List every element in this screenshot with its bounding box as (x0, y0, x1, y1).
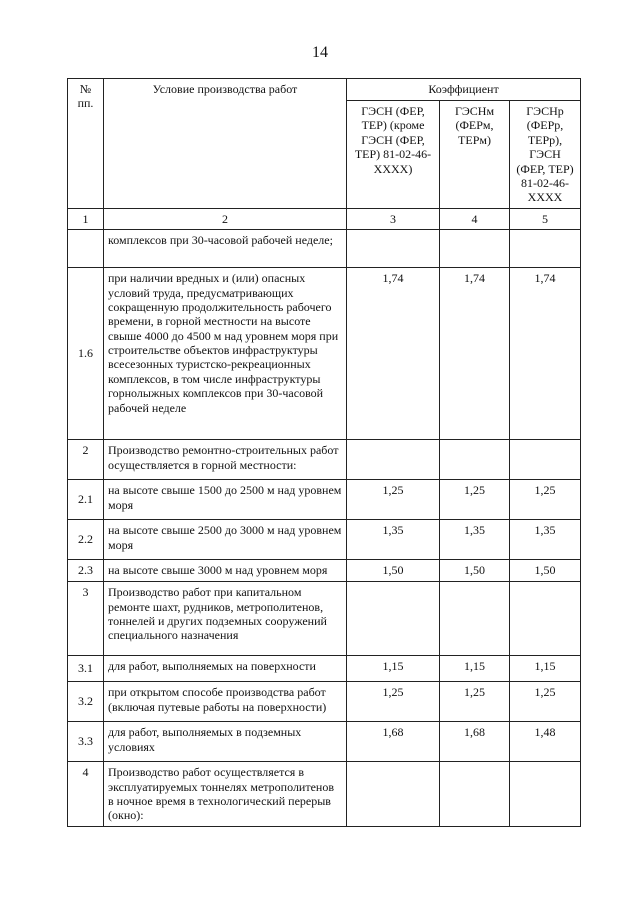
table-row (68, 230, 581, 268)
row-coef-col3: 1,15 (347, 656, 440, 682)
column-number: 2 (104, 208, 347, 229)
row-coef-col4: 1,25 (440, 480, 510, 520)
row-coef-col3 (347, 230, 440, 268)
row-condition: Производство ремонтно-строительных работ осуществляется в горной местности: (104, 440, 347, 480)
row-condition: для работ, выполняемых в подземных условиях (104, 722, 347, 762)
header-coefficient: Коэффициент (347, 79, 581, 101)
row-coef-col5: 1,25 (510, 480, 581, 520)
row-condition: для работ, выполняемых на поверхности (104, 656, 347, 682)
header-condition: Условие производства работ (104, 79, 347, 209)
row-coef-col4 (440, 440, 510, 480)
table-row (68, 520, 581, 560)
row-coef-col5: 1,50 (510, 560, 581, 582)
row-condition: на высоте свыше 2500 до 3000 м над уровнем моря (104, 520, 347, 560)
table-row (68, 722, 581, 762)
row-coef-col5: 1,35 (510, 520, 581, 560)
row-number (68, 230, 104, 268)
table-header-row (68, 79, 581, 101)
table-row (68, 560, 581, 582)
row-condition: Производство работ осуществляется в эксплуатируемых тоннелях метрополитенов в ночное время в технологический перерыв (окно): (104, 762, 347, 827)
row-condition: при открытом способе производства работ (включая путевые работы на поверхности) (104, 682, 347, 722)
table-row (68, 268, 581, 440)
row-coef-col3: 1,74 (347, 268, 440, 440)
row-coef-col5 (510, 762, 581, 827)
row-number: 2.2 (68, 520, 104, 560)
row-coef-col3: 1,68 (347, 722, 440, 762)
row-number: 2 (68, 440, 104, 480)
header-col3: ГЭСН (ФЕР, ТЕР) (кроме ГЭСН (ФЕР, ТЕР) 81-02-46-XXXX) (347, 101, 440, 209)
header-num: № пп. (68, 79, 104, 209)
row-condition: комплексов при 30-часовой рабочей неделе; (104, 230, 347, 268)
column-numbers-row (68, 208, 581, 229)
row-number: 3 (68, 582, 104, 656)
row-coef-col4: 1,68 (440, 722, 510, 762)
column-number: 1 (68, 208, 104, 229)
row-number: 4 (68, 762, 104, 827)
row-coef-col3 (347, 440, 440, 480)
row-coef-col5: 1,25 (510, 682, 581, 722)
row-coef-col4 (440, 230, 510, 268)
row-coef-col4: 1,25 (440, 682, 510, 722)
row-condition: на высоте свыше 1500 до 2500 м над уровнем моря (104, 480, 347, 520)
row-coef-col4: 1,15 (440, 656, 510, 682)
row-condition: на высоте свыше 3000 м над уровнем моря (104, 560, 347, 582)
row-coef-col5: 1,48 (510, 722, 581, 762)
table-row (68, 582, 581, 656)
header-col5: ГЭСНр (ФЕРр, ТЕРр), ГЭСН (ФЕР, ТЕР) 81-02-46-XXXX (510, 101, 581, 209)
coefficient-table (67, 78, 581, 827)
row-coef-col3 (347, 582, 440, 656)
row-coef-col4 (440, 762, 510, 827)
row-number: 3.2 (68, 682, 104, 722)
row-number: 2.3 (68, 560, 104, 582)
row-number: 2.1 (68, 480, 104, 520)
table-row (68, 480, 581, 520)
column-number: 4 (440, 208, 510, 229)
column-number: 3 (347, 208, 440, 229)
row-coef-col3: 1,25 (347, 480, 440, 520)
table-row (68, 762, 581, 827)
row-number: 3.1 (68, 656, 104, 682)
row-coef-col5 (510, 230, 581, 268)
row-coef-col5 (510, 582, 581, 656)
row-coef-col5 (510, 440, 581, 480)
column-number: 5 (510, 208, 581, 229)
row-coef-col3: 1,25 (347, 682, 440, 722)
row-coef-col3: 1,50 (347, 560, 440, 582)
row-coef-col4: 1,74 (440, 268, 510, 440)
row-coef-col5: 1,15 (510, 656, 581, 682)
row-coef-col4: 1,35 (440, 520, 510, 560)
row-coef-col5: 1,74 (510, 268, 581, 440)
row-coef-col4 (440, 582, 510, 656)
table-row (68, 440, 581, 480)
page-number: 14 (312, 44, 328, 61)
header-col4: ГЭСНм (ФЕРм, ТЕРм) (440, 101, 510, 209)
row-coef-col3 (347, 762, 440, 827)
row-condition: при наличии вредных и (или) опасных условий труда, предусматривающих сокращенную продолжительность рабочего времени, в горной местности на высоте свыше 4000 до 4500 м над уровнем моря при строительстве объектов инфраструктуры всесезонных туристско-рекреационных комплексов, в том числе инфраструктуры горнолыжных комплексов при 30-часовой рабочей неделе (104, 268, 347, 440)
row-coef-col3: 1,35 (347, 520, 440, 560)
row-number: 3.3 (68, 722, 104, 762)
row-number: 1.6 (68, 268, 104, 440)
table-row (68, 682, 581, 722)
row-condition: Производство работ при капитальном ремонте шахт, рудников, метрополитенов, тоннелей и других подземных сооружений специального назначения (104, 582, 347, 656)
row-coef-col4: 1,50 (440, 560, 510, 582)
table-row (68, 656, 581, 682)
